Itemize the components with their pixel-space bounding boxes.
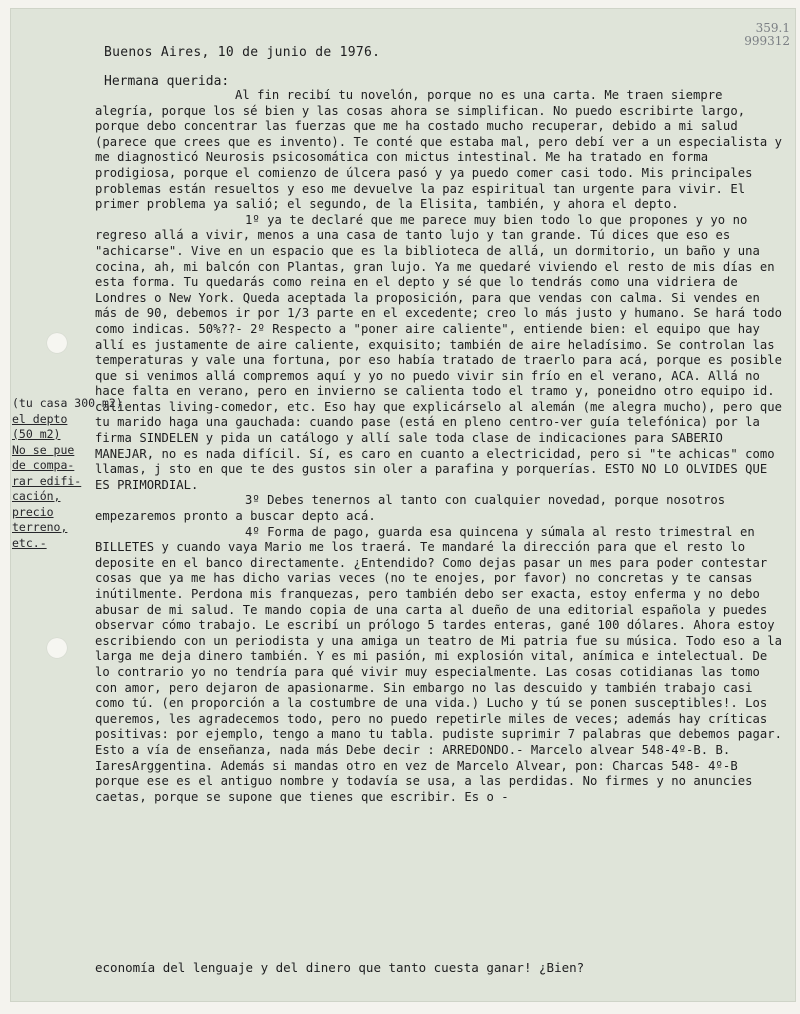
punch-hole xyxy=(47,638,67,658)
margin-line: cación, xyxy=(12,489,61,503)
letter-paragraph: 3º Debes tenernos al tanto con cualquier novedad, porque nosotros empezaremos pronto a buscar depto acá. xyxy=(95,493,726,524)
margin-line: (50 m2) xyxy=(12,427,61,441)
margin-line: rar edifi- xyxy=(12,473,82,488)
archive-ref-line-2: 999312 xyxy=(744,34,790,48)
archive-reference xyxy=(744,22,790,48)
margin-line: terreno, xyxy=(12,520,68,534)
margin-line: No se pue xyxy=(12,442,75,457)
margin-line: etc.- xyxy=(12,535,47,550)
letter-salutation: Hermana querida: xyxy=(104,74,230,89)
margin-line: precio xyxy=(12,504,54,519)
punch-hole xyxy=(47,333,67,353)
archive-ref-line-1: 359.1 xyxy=(755,21,790,35)
margin-line: (tu casa 300 m2) xyxy=(12,396,123,410)
letter-date: Buenos Aires, 10 de junio de 1976. xyxy=(104,45,381,60)
letter-paragraph: Al fin recibí tu novelón, porque no es una carta. Me traen siempre alegría, porque los sé bien y las cosas ahora se simplifican. No puedo escribirte largo, porque debo concentrar las fuerzas que me ha costado mucho recuperar, debido a mi salud (parece que crees que es invento). Te conté que estaba mal, pero debí ver a un especialista y me diagnosticó Neurosis psicosomática con mictus intestinal. Me ha tratado en forma prodigiosa, porque el comienzo de úlcera pasó y ya puedo comer casi todo. Mis principales problemas están resueltos y eso me devuelve la paz espiritual tan urgente para vivir. El primer problema ya salió; el segundo, de la Elisita, también, y ahora el depto. xyxy=(95,88,783,212)
letter-paragraph: 1º ya te declaré que me parece muy bien todo lo que propones y yo no regreso allá a vivir, menos a una casa de tanto lujo y tan grande. Tú dices que eso es "achicarse". Vive en un espacio que es la biblioteca de allá, un dormitorio, un baño y una cocina, ah, mi balcón con Plantas, gran lujo. Ya me quedaré viviendo el resto de mis días en esta forma. Tu quedarás como reina en el depto y sé que lo tendrás como una vidriera de Londres o New York. Queda aceptada la proposición, para que vendas con calma. Si vendes en más de 90, debemos ir por 1/3 parte en el excedente; creo lo más justo y humano. Se hará todo como indicas. 50%??- 2º Respecto a "poner aire caliente", entiende bien: el equipo que hay allí es justamente de aire caliente, exquisito; también de aire heladísimo. Se controlan las temperaturas y vale una fortuna, por eso había tratado de traerlo para acá, porque es posible que si venimos allá compremos aquí y yo no puedo vivir sin frío en el verano, ACA. Allá no hace falta en verano, pero en invierno se calienta todo el tramo y, poneidno otro equipo id. calientas living-comedor, etc. Eso hay que explicárselo al alemán (me alegra mucho), pero que tu marido haga una gauchada: cuando pase (está en pleno centro-ver guía telefónica) por la firma SINDELEN y pida un catálogo y allí sale toda clase de indicaciones para SABERIO MANEJAR, no es nada difícil. Sí, es caro en cuanto a electricidad, pero si "te achicas" como llamas, j sto en que te des gustos sin oler a parafina y porquerías. ESTO NO LO OLVIDES QUE ES PRIMORDIAL. xyxy=(95,212,783,492)
margin-line: de compa- xyxy=(12,458,75,472)
letter-paragraph: 4º Forma de pago, guarda esa quincena y súmala al resto trimestral en BILLETES y cuando vaya Mario me los traerá. Te mandaré la dirección para que el resto lo deposite en el banco directamente. ¿Entendido? Como dejas pasar un mes para poder contestar cosas que ya me has dicho varias veces (no te enojes, por favor) no concretas y te cansas inútilmente. Perdona mis franquezas, pero también debo ser exacta, estoy enferma y no debo abusar de mi salud. Te mando copia de una carta al dueño de una editorial española y puedes observar cómo trabajo. Le escribí un prólogo 5 tardes enteras, gané 100 dólares. Ahora estoy escribiendo con un periodista y una amiga un teatro de Mi patria fue su música. Todo eso a la larga me deja dinero también. Y es mi pasión, mi explosión vital, anímica e intelectual. De lo contrario yo no tendría para qué vivir muy especialmente. Las cosas cotidianas las tomo con amor, pero dejaron de apasionarme. Sin embargo no las descuido y también trabajo casi como tú. (en proporción a la costumbre de una vida.) Lucho y tú se ponen susceptibles!. Los queremos, les agradecemos todo, pero no puedo repetirle miles de veces; además hay críticas positivas: por ejemplo, tengo a mano tu tabla. pudiste suprimir 7 palabras que debemos pagar. Esto a vía de enseñanza, nada más Debe decir : ARREDONDO.- Marcelo alvear 548-4º-B. B. IaresArggentina. Además si mandas otro en vez de Marcelo Alvear, pon: Charcas 548- 4º-B porque ese es el antiguo nombre y todavía se usa, a las perdidas. No firmes y no anuncies caetas, porque se supone que tienes que escribir. Es o - xyxy=(95,524,783,804)
letter-body xyxy=(95,88,785,805)
margin-line: el depto xyxy=(12,411,68,426)
letter-closing: economía del lenguaje y del dinero que tanto cuesta ganar! ¿Bien? xyxy=(95,960,585,975)
margin-annotation xyxy=(12,396,123,551)
